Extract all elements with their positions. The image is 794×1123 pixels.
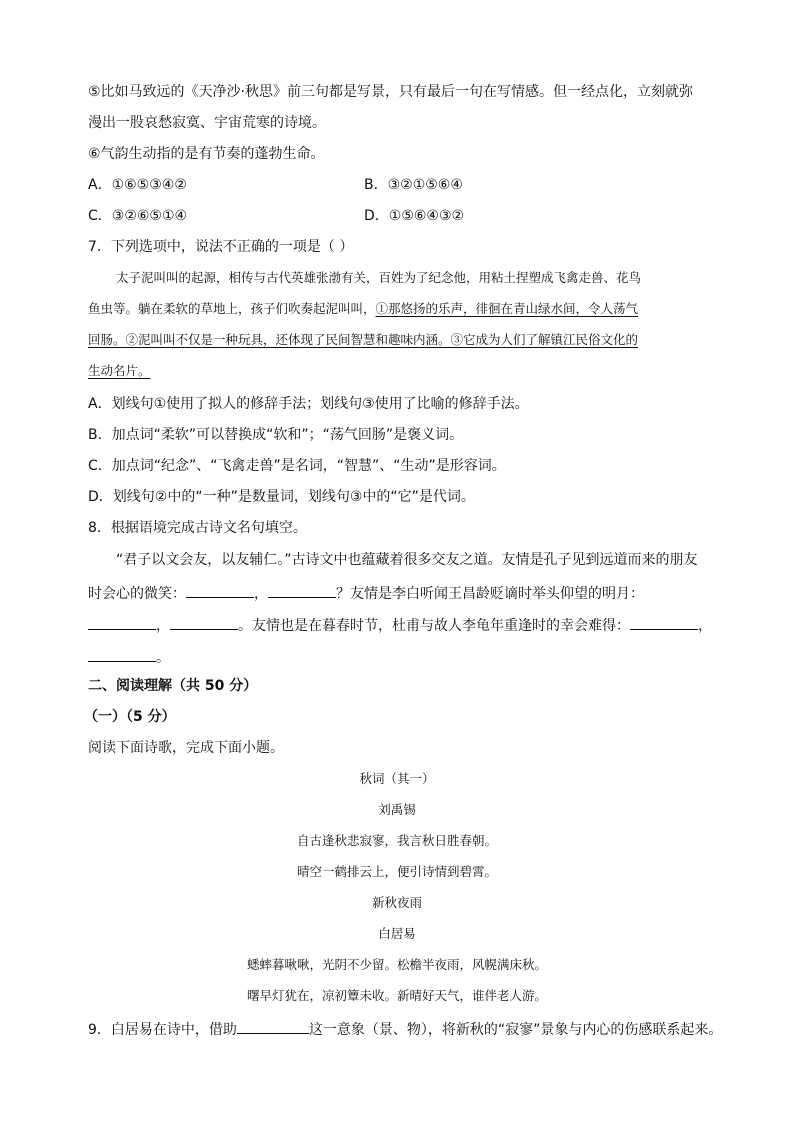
q8-stem: 8．根据语境完成古诗文名句填空。	[88, 520, 307, 536]
q7-stem: 7．下列选项中，说法不正确的一项是（ ）	[88, 239, 354, 255]
section-title: 二、阅读理解（共 50 分）	[88, 678, 258, 694]
fill-blank-5[interactable]	[630, 614, 698, 630]
q8-text: 。友情也是在暮春时节，杜甫与故人李龟年重逢时的幸会难得：	[238, 618, 630, 634]
q6-option-c: C．③②⑥⑤①④	[88, 208, 188, 224]
q7-underlined-sentence-1: ①那悠扬的乐声，徘徊在青山绿水间，令人荡气	[375, 301, 639, 316]
fill-blank-3[interactable]	[88, 614, 156, 630]
q8-text: ？友情是李白听闻王昌龄贬谪时举头仰望的明月：	[336, 586, 644, 602]
q7-option-d: D．划线句②中的“一种”是数量词，划线句③中的“它”是代词。	[88, 489, 475, 505]
q8-text: ，	[156, 618, 170, 634]
subsection-title: （一）（5 分）	[84, 709, 176, 725]
poem1-line1: 自古逢秋悲寂寥，我言秋日胜春朝。	[296, 833, 497, 848]
fill-blank-6[interactable]	[88, 646, 156, 662]
q7-passage-line1: 太子泥叫叫的起源，相传与古代英雄张渤有关，百姓为了纪念他，用粘土捏塑成飞禽走兽、花鸟	[116, 270, 642, 285]
poem1-author: 刘禹锡	[378, 802, 416, 817]
q7-underlined-sentence-3-end: 生动名片。	[88, 363, 151, 378]
q9-stem	[88, 1018, 722, 1040]
q7-option-b: B．加点词“柔软”可以替换成“软和”；“荡气回肠”是褒义词。	[88, 427, 464, 443]
q9-text: 9．白居易在诗中，借助	[88, 1022, 237, 1038]
q6-item5-line1: ⑤比如马致远的《天净沙·秋思》前三句都是写景，只有最后一句在写情感。但一经点化，立刻就弥	[88, 84, 693, 100]
q9-text: 这一意象（景、物），将新秋的“寂寥”景象与内心的伤感联系起来。	[308, 1022, 723, 1038]
q6-item5-line2: 漫出一股哀愁寂寞、宇宙荒寒的诗境。	[88, 115, 326, 131]
fill-blank-1[interactable]	[186, 582, 254, 598]
poem1-title: 秋词（其一）	[359, 771, 435, 786]
fill-blank-2[interactable]	[268, 582, 336, 598]
q8-paragraph-line3	[88, 614, 712, 636]
poem2-author: 白居易	[378, 926, 416, 941]
q6-item6: ⑥气韵生动指的是有节奏的蓬勃生命。	[88, 146, 325, 162]
poem2-title: 新秋夜雨	[371, 895, 422, 910]
q8-text: 。	[156, 650, 170, 666]
q8-paragraph-line2	[88, 582, 644, 604]
poem2-line2: 曙早灯犹在，凉初簟未收。新晴好天气，谁伴老人游。	[246, 988, 547, 1003]
fill-blank-4[interactable]	[170, 614, 238, 630]
q7-option-c: C．加点词“纪念”、“飞禽走兽”是名词，“智慧”、“生动”是形容词。	[88, 458, 506, 474]
q6-option-b: B．③②①⑤⑥④	[364, 177, 463, 193]
q7-underlined-sentence-2-3: 回肠。②泥叫叫不仅是一种玩具，还体现了民间智慧和趣味内涵。③它成为人们了解镇江民俗文化的	[88, 332, 639, 347]
q6-option-a: A．①⑥⑤③④②	[88, 177, 187, 193]
q8-paragraph-line4	[88, 646, 170, 668]
q8-text: 时会心的微笑：	[88, 586, 186, 602]
poem2-line1: 蟋蟀暮啾啾，光阴不少留。松檐半夜雨，风幌满床秋。	[246, 957, 547, 972]
poem1-line2: 晴空一鹤排云上，便引诗情到碧霄。	[296, 864, 497, 879]
q6-option-d: D．①⑤⑥④③②	[364, 208, 465, 224]
q7-passage-line2-plain: 鱼虫等。躺在柔软的草地上，孩子们吹奏起泥叫叫，	[88, 301, 376, 316]
q7-option-a: A．划线句①使用了拟人的修辞手法；划线句③使用了比喻的修辞手法。	[88, 396, 529, 412]
q8-text: ，	[698, 618, 712, 634]
q8-paragraph-line1: “君子以文会友，以友辅仁。”古诗文中也蕴藏着很多交友之道。友情是孔子见到远道而来的朋友	[116, 552, 698, 568]
q7-passage-line2	[88, 299, 638, 319]
fill-blank-q9[interactable]	[237, 1018, 309, 1034]
q8-text: ，	[254, 586, 268, 602]
reading-instruction: 阅读下面诗歌，完成下面小题。	[88, 740, 284, 756]
